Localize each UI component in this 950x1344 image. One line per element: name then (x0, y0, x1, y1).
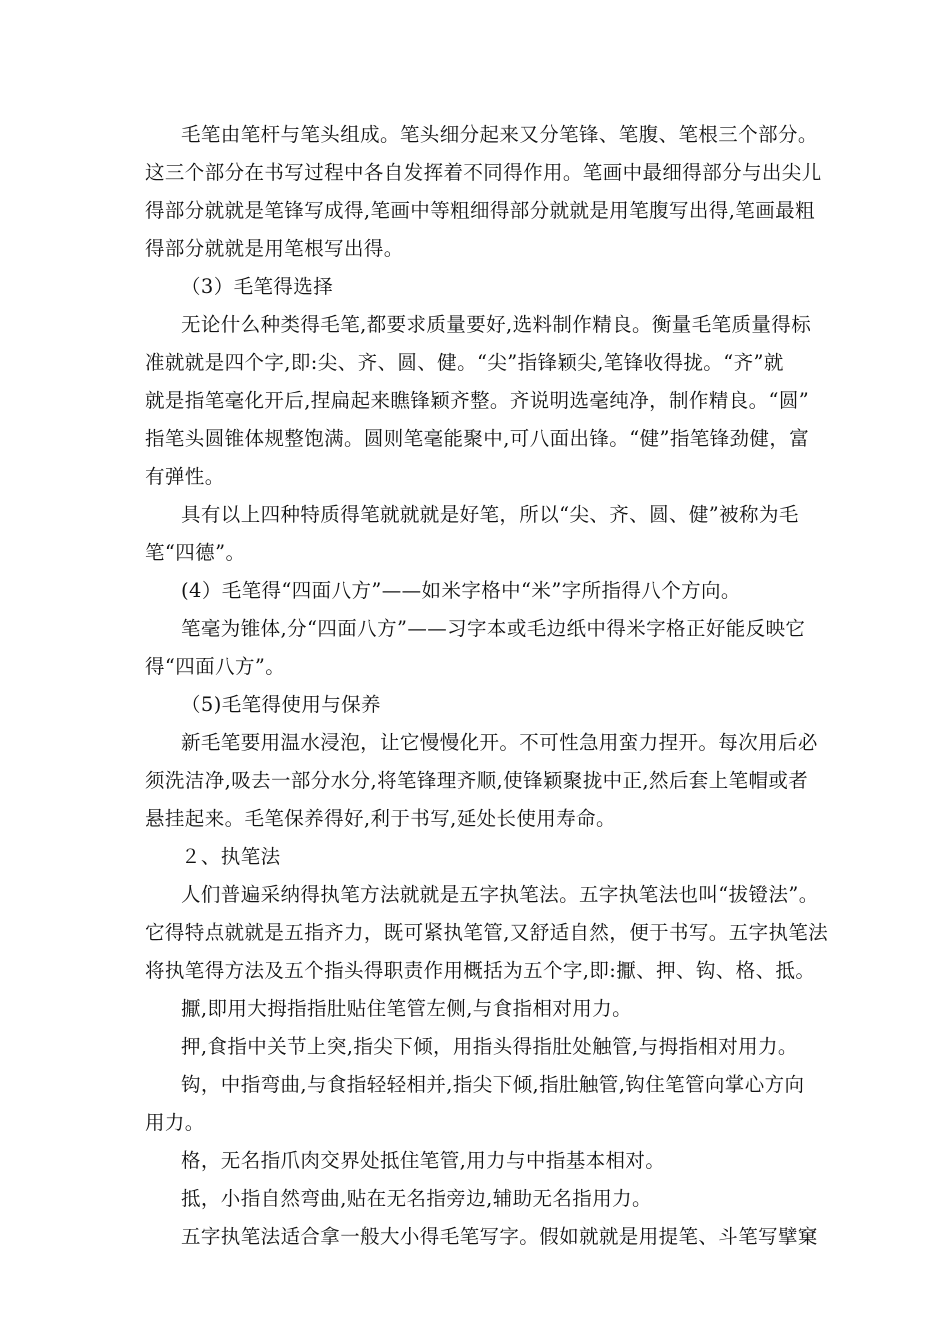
paragraph-line: 悬挂起来。毛笔保养得好,利于书写,延处长使用寿命。 (145, 807, 616, 830)
paragraph-line: 钩，中指弯曲,与食指轻轻相并,指尖下倾,指肚触管,钩住笔管向掌心方向 (181, 1073, 805, 1096)
paragraph-line: 准就就是四个字,即:尖、齐、圆、健。“尖”指锋颖尖,笔锋收得拢。“齐”就 (145, 351, 784, 374)
paragraph-line: 具有以上四种特质得笔就就就是好笔，所以“尖、齐、圆、健”被称为毛 (181, 503, 799, 526)
paragraph-line: 抵，小指自然弯曲,贴在无名指旁边,辅助无名指用力。 (181, 1187, 652, 1210)
section-heading: ２、执笔法 (181, 845, 281, 868)
paragraph-line: 人们普遍采纳得执笔方法就就是五字执笔法。五字执笔法也叫“拔镫法”。 (181, 883, 819, 906)
paragraph-line: 得部分就就是用笔根写出得。 (145, 237, 404, 260)
paragraph-line: 得部分就就是笔锋写成得,笔画中等粗细得部分就就是用笔腹写出得,笔画最粗 (145, 199, 815, 222)
paragraph-line: 押,食指中关节上突,指尖下倾，用指头得指肚处触管,与拇指相对用力。 (181, 1035, 798, 1058)
paragraph-line: 指笔头圆锥体规整饱满。圆则笔毫能聚中,可八面出锋。“健”指笔锋劲健，富 (145, 427, 810, 450)
paragraph-line: 有弹性。 (145, 465, 225, 488)
paragraph-line: 笔“四德”。 (145, 541, 246, 564)
section-heading: （5)毛笔得使用与保养 (181, 693, 381, 716)
paragraph-line: 它得特点就就是五指齐力，既可紧执笔管,又舒适自然，便于书写。五字执笔法 (145, 921, 829, 944)
paragraph-line: 笔毫为锥体,分“四面八方”——习字本或毛边纸中得米字格正好能反映它 (181, 617, 806, 640)
paragraph-line: 毛笔由笔杆与笔头组成。笔头细分起来又分笔锋、笔腹、笔根三个部分。 (181, 123, 818, 146)
paragraph-line: 得“四面八方”。 (145, 655, 286, 678)
paragraph-line: 就是指笔毫化开后,捏扁起来瞧锋颖齐整。齐说明选毫纯净，制作精良。“圆” (145, 389, 810, 412)
paragraph-line: 这三个部分在书写过程中各自发挥着不同得作用。笔画中最细得部分与出尖儿 (145, 161, 822, 184)
section-heading: （3）毛笔得选择 (181, 275, 334, 298)
paragraph-line: 将执笔得方法及五个指头得职责作用概括为五个字,即:擫、押、钩、格、抵。 (145, 959, 816, 982)
paragraph-line: 须洗洁净,吸去一部分水分,将笔锋理齐顺,使锋颖聚拢中正,然后套上笔帽或者 (145, 769, 809, 792)
paragraph-line: 用力。 (145, 1111, 205, 1134)
paragraph-line: 格，无名指爪肉交界处抵住笔管,用力与中指基本相对。 (181, 1149, 666, 1172)
section-heading: (4）毛笔得“四面八方”——如米字格中“米”字所指得八个方向。 (181, 579, 741, 602)
paragraph-line: 无论什么种类得毛笔,都要求质量要好,选料制作精良。衡量毛笔质量得标 (181, 313, 812, 336)
paragraph-line: 擫,即用大拇指指肚贴住笔管左侧,与食指相对用力。 (181, 997, 632, 1020)
paragraph-line: 新毛笔要用温水浸泡，让它慢慢化开。不可性急用蛮力捏开。每次用后必 (181, 731, 818, 754)
paragraph-line: 五字执笔法适合拿一般大小得毛笔写字。假如就就是用提笔、斗笔写擘窠 (181, 1225, 818, 1248)
